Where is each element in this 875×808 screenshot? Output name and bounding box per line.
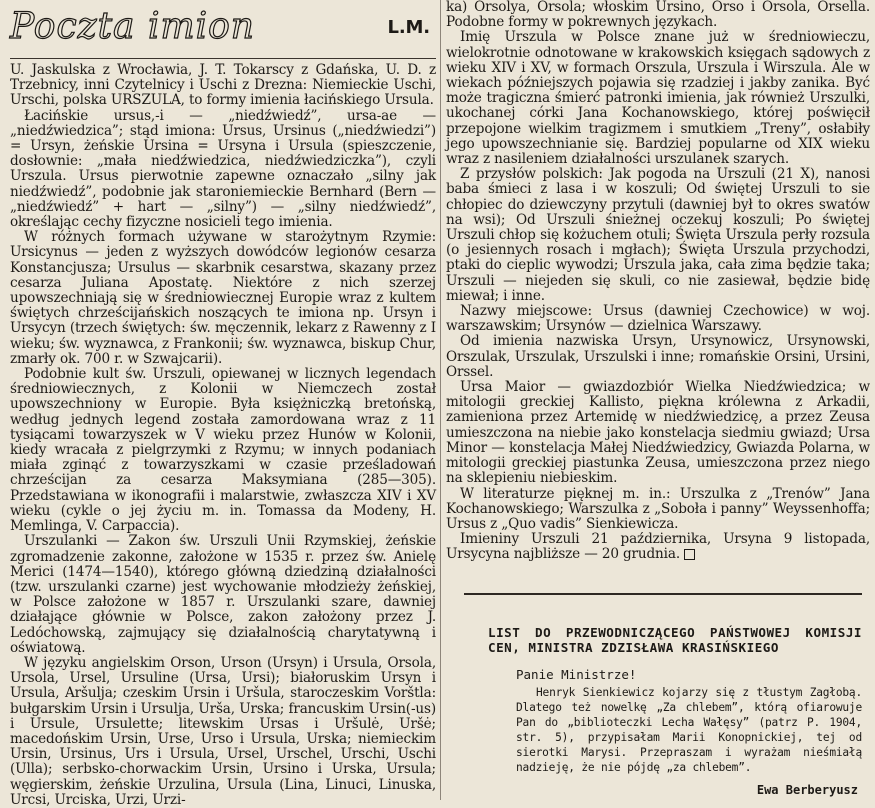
end-of-article-mark	[684, 549, 695, 560]
paragraph: Z przysłów polskich: Jak pogoda na Urszuli (21 X), nanosi baba śmieci z lasa i w koszuli; Od świętej Urszuli to sie chłopiec do dziewczyny przytuli (dawniej był to okres swatów na wsi); Od Urszuli śnieżnej oczekuj koszuli; Po świętej Urszuli chłop się kożuchem otuli; Święta Urszula perły rozsula (o jesiennych rosach i mgłach); Święta Urszula przychodzi, ptaki do cieplic wywodzi; Urszula jaka, cała zima będzie taka; Urszuli — niejeden się skuli, co nie zasiewał, będzie bidę miewał; i inne.	[446, 166, 870, 304]
left-column	[10, 0, 436, 808]
paragraph: Nazwy miejscowe: Ursus (dawniej Czechowice) w woj. warszawskim; Ursynów — dzielnica Warszawy.	[446, 303, 870, 335]
paragraph: Podobnie kult św. Urszuli, opiewanej w licznych legendach średniowiecznych, z Kolonii w Niemczech został upowszechniony w Europie. Była księżniczką bretońską, według jednych legend została zamordowana wraz z 11 tysiącami towarzyszek w V wieku przez Hunów w Kolonii, kiedy wracała z pielgrzymki z Rzymu; w innych podaniach miała zginąć z towarzyszkami w czasie prześladowań chrześcijan za cesarza Maksymiana (285—305). Przedstawiana w ikonografii i malarstwie, zwłaszcza XIV i XV wieku (cykle o jej życiu m. in. Tomassa da Modeny, H. Memlinga, V. Carpaccia).	[10, 366, 436, 535]
right-column	[446, 0, 870, 563]
column-divider	[440, 0, 441, 800]
letter-signature: Ewa Berberyusz	[756, 783, 858, 797]
paragraph: W różnych formach używane w starożytnym Rzymie: Ursicynus — jeden z wyższych dowódców legionów cesarza Konstancjusza; Ursulus — skarbnik cesarstwa, skazany przez cesarza Juliana Apostatę. Niektóre z nich szerzej upowszechniają się w średniowiecznej Europie wraz z kultem świętych chrześcijańskich noszących te imiona np. Ursyn i Ursycyn (trzech świętych: św. męczennik, lekarz z Rawenny z I wieku; św. wyznawca, z Frankonii; św. wyznawca, biskup Chur, zmarły ok. 700 r. w Szwajcarii).	[10, 229, 436, 367]
final-paragraph	[446, 532, 870, 562]
letter-title: LIST DO PRZEWODNICZĄCEGO PAŃSTWOWEJ KOMISJI CEN, MINISTRA ZDZISŁAWA KRASIŃSKIEGO	[488, 625, 862, 655]
paragraph: W literaturze pięknej m. in.: Urszulka z „Trenów” Jana Kochanowskiego; Warszulka z „Soboła i panny” Weyssenhoffa; Ursus z „Quo vadis” Sienkiewicza.	[446, 485, 870, 532]
letter-salutation: Panie Ministrze!	[516, 667, 637, 682]
column-author: L.M.	[387, 17, 430, 38]
paragraph: ka) Orsolya, Orsola; włoskim Ursino, Orso i Orsola, Orsella. Podobne formy w pokrewnych językach.	[446, 0, 870, 31]
paragraph: W języku angielskim Orson, Urson (Ursyn) i Ursula, Orsola, Ursola, Ursel, Ursuline (Ursa, Ursi); białoruskim Ursyn i Ursula, Aršulja; czeskim Ursin i Uršula, staroczeskim Vorštla: bułgarskim Ursin i Ursulja, Urša, Urska; francuskim Ursin(-us) i Ursule, Ursulette; litewskim Ursas i Uršulė, Uršė; macedońskim Ursin, Urse, Urso i Ursula, Urska; niemieckim Ursin, Ursinus, Urs i Ursula, Ursel, Urschel, Urschi, Uschi (Ulla); serbsko-chorwackim Ursin, Ursino i Urska, Ursula; węgierskim, żeńskie Urzulina, Ursula (Lina, Linuci, Linuska, Urcsi, Urciska, Urzi, Urzi-	[10, 654, 436, 808]
column-title: Poczta imion	[10, 6, 255, 47]
paragraph: Urszulanki — Zakon św. Urszuli Unii Rzymskiej, żeńskie zgromadzenie zakonne, założone w 1535 r. przez św. Anielę Merici (1474—1540), którego główną dziedziną działalności (tzw. urszulanki czarne) jest wychowanie młodzieży żeńskiej, w Polsce założone w 1857 r. Urszulanki szare, dawniej działające głównie w Polsce, zakon założony przez J. Ledóchowską, zajmujący się działalnością charytatywną i oświatową.	[10, 533, 436, 656]
paragraph: Od imienia nazwiska Ursyn, Ursynowicz, Ursynowski, Orszulak, Urszulak, Urszulski i inne; romańskie Orsini, Ursini, Orssel.	[446, 333, 870, 380]
paragraph: Łacińskie ursus,-i — „niedźwiedź”, ursa-ae — „niedźwiedzica”; stąd imiona: Ursus, Ursinus („niedźwiedzi”) = Ursyn, żeńskie Ursina = Ursyna i Ursula (spieszczenie, dosłownie: „mała niedźwiedzica, niedźwiedziczka”), czyli Urszula. Ursus pierwotnie zapewne oznaczało „silny jak niedźwiedź”, podobnie jak staroniemieckie Bernhard (Bern — „niedźwiedź” + hart — „silny”) — „silny niedźwiedź”, określając cechy fizyczne nosicieli tego imienia.	[10, 107, 436, 231]
paragraph: U. Jaskulska z Wrocławia, J. T. Tokarscy z Gdańska, U. D. z Trzebnicy, inni Czytelnicy i Uschi z Drezna: Niemieckie Uschi, Urschi, polska URSZULA, to formy imienia łacińskiego Ursula.	[10, 62, 436, 109]
name-days-text: Imieniny Urszuli 21 października, Ursyna 9 listopada, Ursycyna najbliższe — 20 grudnia.	[446, 531, 870, 563]
masthead	[10, 0, 436, 59]
letter-box	[464, 593, 862, 797]
paragraph: Ursa Maior — gwiazdozbiór Wielka Niedźwiedzica; w mitologii greckiej Kallisto, piękna królewna z Arkadii, zamieniona przez Artemidę w niedźwiedzicę, a przez Zeusa umieszczona na niebie jako konstelacja siedmiu gwiazd; Ursa Minor — konstelacja Małej Niedźwiedzicy, Gwiazda Polarna, w mitologii greckiej piastunka Zeusa, umieszczona przez niego na sklepieniu niebieskim.	[446, 379, 870, 487]
letter-body: Henryk Sienkiewicz kojarzy się z tłustym Zagłobą. Dlatego też nowelkę „Za chlebem”, którą ofiarowuje Pan do „biblioteczki Lecha Wałęsy” (patrz P. 1904, str. 5), przypisałam Marii Konopnickiej, tej od sierotki Marysi. Przepraszam i wyrażam nieśmiałą nadzieję, że nie pójdę „za chlebem”.	[516, 686, 862, 774]
paragraph: Imię Urszula w Polsce znane już w średniowieczu, wielokrotnie odnotowane w krakowskich księgach sądowych z wieku XIV i XV, w formach Orszula, Urszula i Wirszula. Ale w wiekach późniejszych pojawia się rzadziej i jakby zanika. Być może tragiczna śmierć patronki imienia, jak również Urszulki, ukochanej córki Jana Kochanowskiego, której poświęcił przepojone wielkim tragizmem i smutkiem „Treny”, osłabiły jego upowszechnianie się. Bardziej popularne od XIX wieku wraz z nasileniem działalności urszulanek szarych.	[446, 29, 870, 168]
